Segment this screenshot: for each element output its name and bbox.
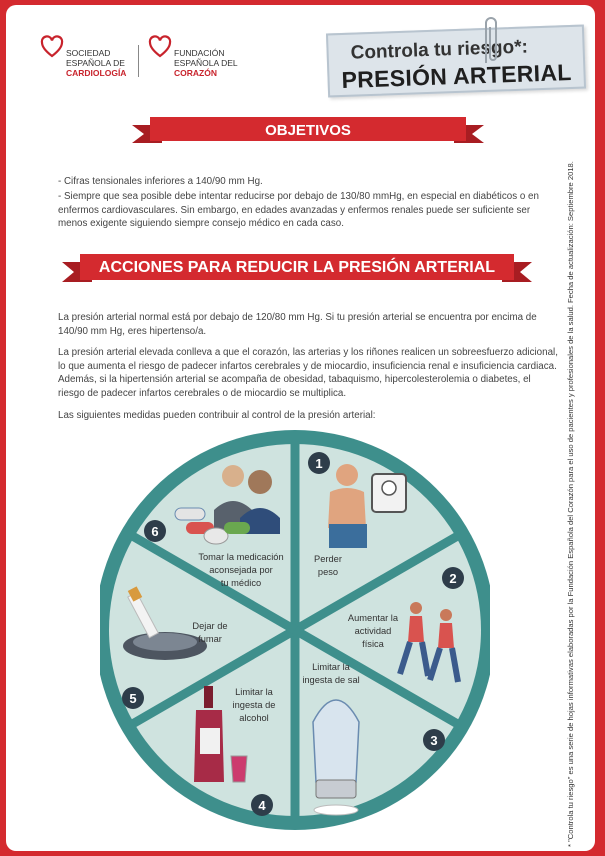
measure-label: aconsejada por <box>209 565 273 575</box>
measure-number: 1 <box>315 456 323 471</box>
side-note: * "Controla tu riesgo" es una serie de hojas informativas elaboradas por la Fundación Española del Corazón para el uso de pacientes y profesionales de la salud. Fecha de actualización: Septiembre 2018. <box>566 161 575 847</box>
measure-number-badge <box>144 520 166 542</box>
acciones-paragraph: La presión arterial normal está por debajo de 120/80 mm Hg. Si tu presión arterial se encuentra por encima de 140/90 mm Hg, eres hipertenso/a. <box>58 312 537 337</box>
sec-logo-line2: ESPAÑOLA DE <box>66 58 125 68</box>
measure-label: Tomar la medicación <box>198 552 284 562</box>
measure-label: Perder <box>314 554 342 564</box>
measure-number-badge <box>442 567 464 589</box>
measure-label: física <box>362 639 384 649</box>
measure-number-badge <box>251 794 273 816</box>
measure-label: Limitar la <box>312 662 350 672</box>
title-box <box>326 25 586 98</box>
objetivos-ribbon <box>132 115 484 147</box>
sec-logo-line3: CARDIOLOGÍA <box>66 68 127 78</box>
fec-logo-line2: ESPAÑOLA DEL <box>174 58 238 68</box>
measure-label: Dejar de <box>192 621 228 631</box>
info-sheet <box>6 5 595 851</box>
objetivos-item: - Siempre que sea posible debe intentar reducirse por debajo de 130/80 mmHg, en especial en diabéticos o en enfermos cardiovasculares. Sin embargo, en edades avanzadas y enfermos renales puede ser suficiente ser menos exigente siguiendo siempre consejo médico en cada caso. <box>58 191 539 229</box>
measure-label: tu médico <box>220 578 262 588</box>
paperclip-icon <box>480 13 502 69</box>
measure-number-badge <box>423 729 445 751</box>
acciones-paragraph: La presión arterial elevada conlleva a que el corazón, las arterias y los riñones realicen un sobreesfuerzo adicional, lo que aumenta el riesgo de padecer infartos cerebrales y de miocardio, insuficiencia renal e insuficiencia cardiaca. Además, si la hipertensión arterial se acompaña de obesidad, tabaquismo, hipercolesterolemia o diabetes, el riesgo de padecer infartos cerebrales o de miocardio se multiplica. <box>58 347 558 399</box>
measure-number: 3 <box>430 733 438 748</box>
measure-number-badge <box>122 687 144 709</box>
sec-logo-line1: SOCIEDAD <box>66 48 111 58</box>
measure-label: fumar <box>198 634 222 644</box>
salt-shaker-icon <box>313 700 359 815</box>
measure-label: Limitar la <box>235 687 273 697</box>
measure-label: Aumentar la <box>347 613 399 623</box>
page-title: PRESIÓN ARTERIAL <box>341 58 573 93</box>
objetivos-item: - Cifras tensionales inferiores a 140/90 mm Hg. <box>58 176 263 187</box>
logo-divider <box>138 45 139 77</box>
measure-number: 4 <box>258 798 266 813</box>
fec-logo-line1: FUNDACIÓN <box>174 48 225 58</box>
measure-label: actividad <box>354 626 392 636</box>
measure-label: peso <box>317 567 339 577</box>
measures-wheel <box>100 410 490 840</box>
measure-label: ingesta de sal <box>302 675 360 685</box>
measure-number: 5 <box>129 691 137 706</box>
acciones-ribbon <box>62 252 532 286</box>
acciones-heading: ACCIONES PARA REDUCIR LA PRESIÓN ARTERIAL <box>98 259 496 276</box>
measure-number: 6 <box>151 524 159 539</box>
heart-logo-icon <box>148 35 172 59</box>
measure-number-badge <box>308 452 330 474</box>
measure-label: ingesta de <box>232 700 276 710</box>
fec-logo-line3: CORAZÓN <box>174 68 217 78</box>
heart-logo-icon <box>40 35 64 59</box>
title-subtitle: Controla tu riesgo*: <box>350 36 529 64</box>
acciones-paragraph: Las siguientes medidas pueden contribuir al control de la presión arterial: <box>58 410 376 421</box>
measure-number: 2 <box>449 571 457 586</box>
objetivos-heading: OBJETIVOS <box>265 122 351 139</box>
measure-label: alcohol <box>239 713 269 723</box>
